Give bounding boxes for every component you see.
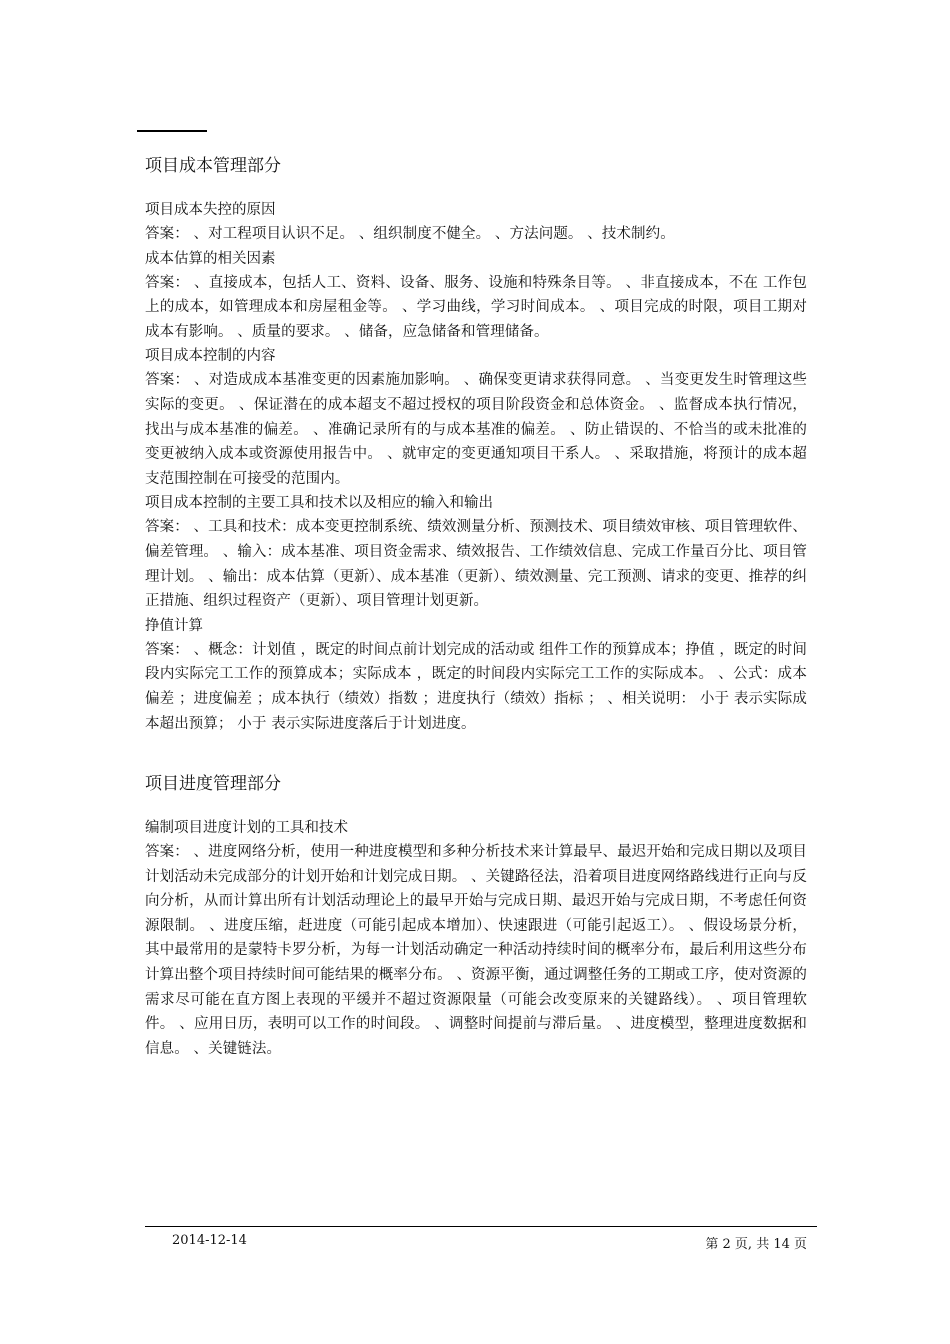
section-schedule-management xyxy=(145,772,807,1061)
section-title: 项目成本管理部分 xyxy=(145,156,281,176)
question: 成本估算的相关因素 xyxy=(145,250,276,267)
question: 项目成本控制的内容 xyxy=(145,348,276,365)
footer-rule xyxy=(145,1226,817,1227)
top-rule xyxy=(137,130,207,132)
footer-page-number: 第 2 页, 共 14 页 xyxy=(705,1237,807,1252)
document-body xyxy=(145,148,807,1061)
question: 项目成本控制的主要工具和技术以及相应的输入和输出 xyxy=(145,495,493,512)
answer: 答案： 、概念：计划值 ，既定的时间点前计划完成的活动或 组件工作的预算成本；挣值 ，既定的时间段内实际完工工作的预算成本；实际成本 ，既定的时间段内实际完工工作的实际成本。 、公式：成本偏差 ；进度偏差 ；成本执行（绩效）指数 ；进度执行（绩效）指标 ； 、相关说明： 小于 表示实际成本超出预算； 小于 表示实际进度落后于计划进度。 xyxy=(145,641,807,732)
answer: 答案： 、对工程项目认识不足。 、组织制度不健全。 、方法问题。 、技术制约。 xyxy=(145,226,675,242)
answer: 答案： 、工具和技术：成本变更控制系统、绩效测量分析、预测技术、项目绩效审核、项目管理软件、偏差管理。 、输入：成本基准、项目资金需求、绩效报告、工作绩效信息、完成工作量百分比、项目管理计划。 、输出：成本估算（更新）、成本基准（更新）、绩效测量、完工预测、请求的变更、推荐的纠正措施、组织过程资产（更新）、项目管理计划更新。 xyxy=(145,519,807,610)
question: 编制项目进度计划的工具和技术 xyxy=(145,820,348,837)
section-title: 项目进度管理部分 xyxy=(145,774,281,795)
section-cost-management xyxy=(145,154,807,736)
question: 挣值计算 xyxy=(145,617,203,634)
question: 项目成本失控的原因 xyxy=(145,202,276,218)
answer: 答案： 、对造成成本基准变更的因素施加影响。 、确保变更请求获得同意。 、当变更发生时管理这些实际的变更。 、保证潜在的成本超支不超过授权的项目阶段资金和总体资金。 、监督成本执行情况，找出与成本基准的偏差。 、准确记录所有的与成本基准的偏差。 、防止错误的、不恰当的或未批准的变更被纳入成本或资源使用报告中。 、就审定的变更通知项目干系人。 、采取措施，将预计的成本超支范围控制在可接受的范围内。 xyxy=(145,372,807,487)
footer-date: 2014-12-14 xyxy=(172,1233,247,1248)
answer: 答案： 、进度网络分析，使用一种进度模型和多种分析技术来计算最早、最迟开始和完成日期以及项目计划活动未完成部分的计划开始和计划完成日期。 、关键路径法，沿着项目进度网络路线进行正向与反向分析，从而计算出所有计划活动理论上的最早开始与完成日期、最迟开始与完成日期，不考虑任何资源限制。 、进度压缩，赶进度（可能引起成本增加）、快速跟进（可能引起返工）。 、假设场景分析，其中最常用的是蒙特卡罗分析，为每一计划活动确定一种活动持续时间的概率分布，最后利用这些分布计算出整个项目持续时间可能结果的概率分布。 、资源平衡，通过调整任务的工期或工序，使对资源的需求尽可能在直方图上表现的平缓并不超过资源限量（可能会改变原来的关键路线）。 、项目管理软件。 、应用日历，表明可以工作的时间段。 、调整时间提前与滞后量。 、进度模型，整理进度数据和信息。 、关键链法。 xyxy=(145,844,807,1057)
answer: 答案： 、直接成本，包括人工、资料、设备、服务、设施和特殊条目等。 、非直接成本，不在 工作包上的成本，如管理成本和房屋租金等。 、学习曲线，学习时间成本。 、项目完成的时限，项目工期对成本有影响。 、质量的要求。 、储备，应急储备和管理储备。 xyxy=(145,274,807,340)
